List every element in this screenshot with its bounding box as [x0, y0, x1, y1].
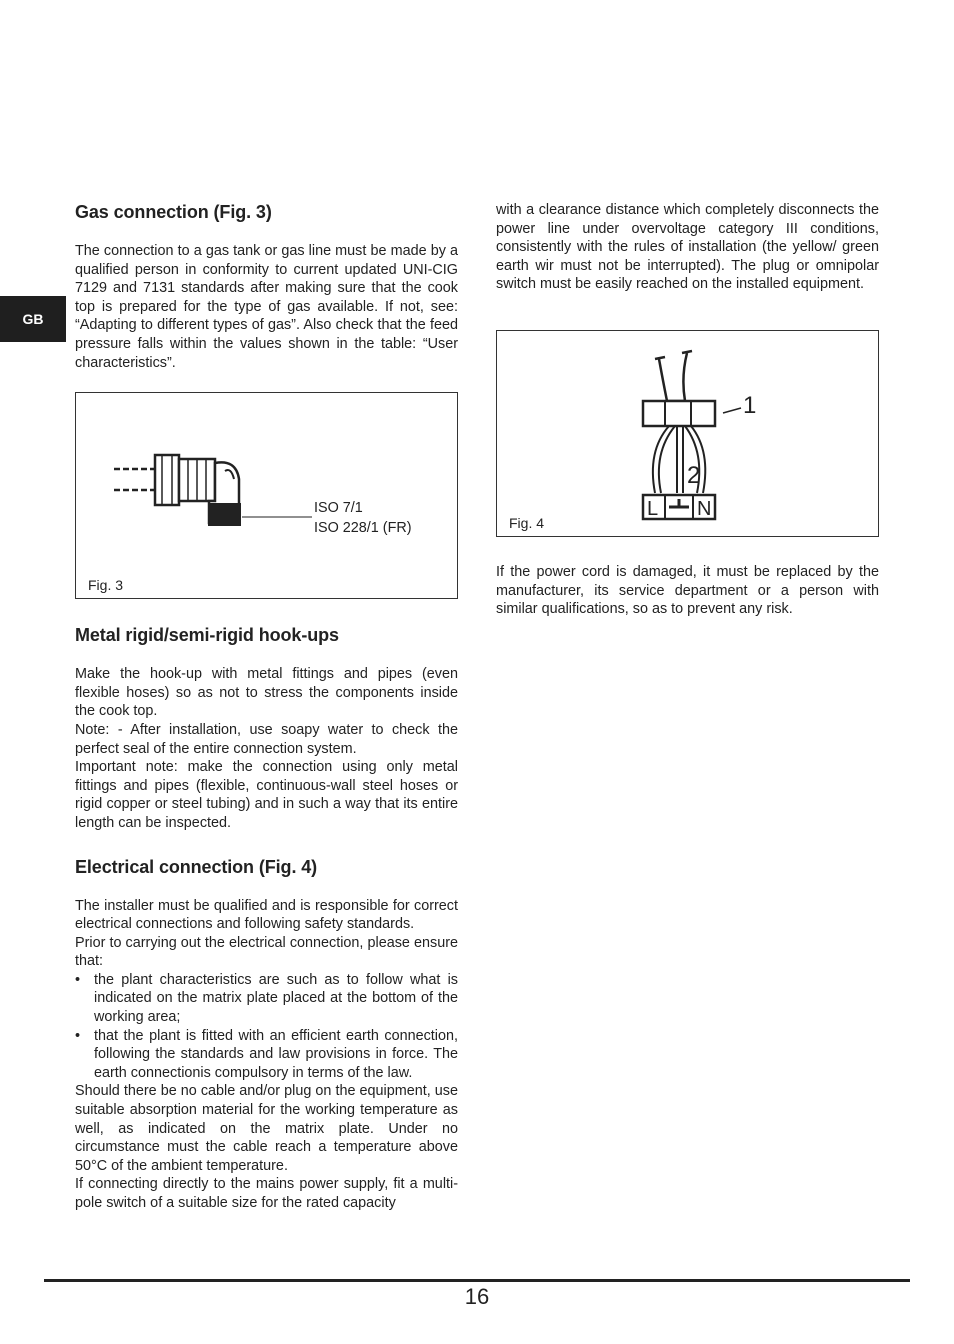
label-1: 1	[743, 391, 757, 419]
figure-4-caption: Fig. 4	[509, 514, 545, 531]
power-cord-text: If the power cord is damaged, it must be replaced by the manufacturer, its service department or a person with similar qualifications, so as to prevent any risk.	[496, 563, 879, 618]
language-tab: GB	[0, 296, 66, 342]
label-2: 2	[687, 461, 701, 489]
list-item: • that the plant is fitted with an efficient earth connection, following the standards and law provisions in force. The earth connectionis compulsory in terms of the law.	[75, 1027, 458, 1083]
electrical-text-4: If connecting directly to the mains power supply, fit a multi-pole switch of a suitable size for the rated capacity	[75, 1176, 458, 1211]
electrical-connection-heading: Electrical connection (Fig. 4)	[75, 856, 318, 877]
list-item: • the plant characteristics are such as to follow what is indicated on the matrix plate placed at the bottom of the working area;	[75, 971, 458, 1027]
figure-3	[75, 392, 458, 599]
right-column	[496, 201, 879, 619]
metal-hookups-note: Note: - After installation, use soapy water to check the perfect seal of the entire connection system.	[75, 721, 458, 757]
iso-7-1-label: ISO 7/1	[314, 500, 363, 517]
electrical-text-3: Should there be no cable and/or plug on the equipment, use suitable absorption material for the working temperature as well, as indicated on the matrix plate. Under no circumstance must the cable reach a temperature above 50°C of the ambient temperature.	[75, 1083, 458, 1174]
terminal-block-drawing	[497, 331, 878, 536]
page-number: 16	[464, 1284, 490, 1309]
electrical-text-1: The installer must be qualified and is responsible for correct electrical connections and following safety standards.	[75, 897, 458, 933]
metal-hookups-heading: Metal rigid/semi-rigid hook-ups	[75, 625, 339, 646]
electrical-text-2: Prior to carrying out the electrical connection, please ensure that:	[75, 934, 458, 970]
left-column	[75, 200, 458, 1213]
iso-228-1-label: ISO 228/1 (FR)	[314, 520, 412, 537]
gas-elbow-fitting-drawing	[76, 393, 457, 598]
gas-connection-heading: Gas connection (Fig. 3)	[75, 202, 272, 222]
gas-connection-text: The connection to a gas tank or gas line must be made by a qualified person in conformity to current updated UNI-CIG 7129 and 7131 standards after making sure that the cook top is prepared for the type of gas available. If not, see: “Adapting to different types of gas”. Also check that the feed pressure falls within the values shown in the table: “User characteristics”.	[75, 243, 458, 371]
metal-hookups-text-1: Make the hook-up with metal fittings and pipes (even flexible hoses) so as not to stress the components inside the cook top.	[75, 666, 458, 720]
electrical-continued-text: with a clearance distance which completely disconnects the power line under overvoltage category III conditions, consistently with the rules of installation (the yellow/ green earth wir must not be interrupted). The plug or omnipolar switch must be easily reached on the installed equipment.	[496, 202, 879, 293]
terminal-n: N	[697, 497, 712, 520]
figure-3-caption: Fig. 3	[88, 577, 124, 594]
terminal-l: L	[647, 497, 659, 520]
metal-hookups-important-note: Important note: make the connection using only metal fittings and pipes (flexible, continuous-wall steel hoses or rigid copper or steel tubing) and in such a way that its entire length can be inspected.	[75, 759, 458, 831]
figure-4	[496, 330, 879, 537]
electrical-checklist	[75, 971, 458, 1083]
footer-divider	[44, 1279, 910, 1282]
